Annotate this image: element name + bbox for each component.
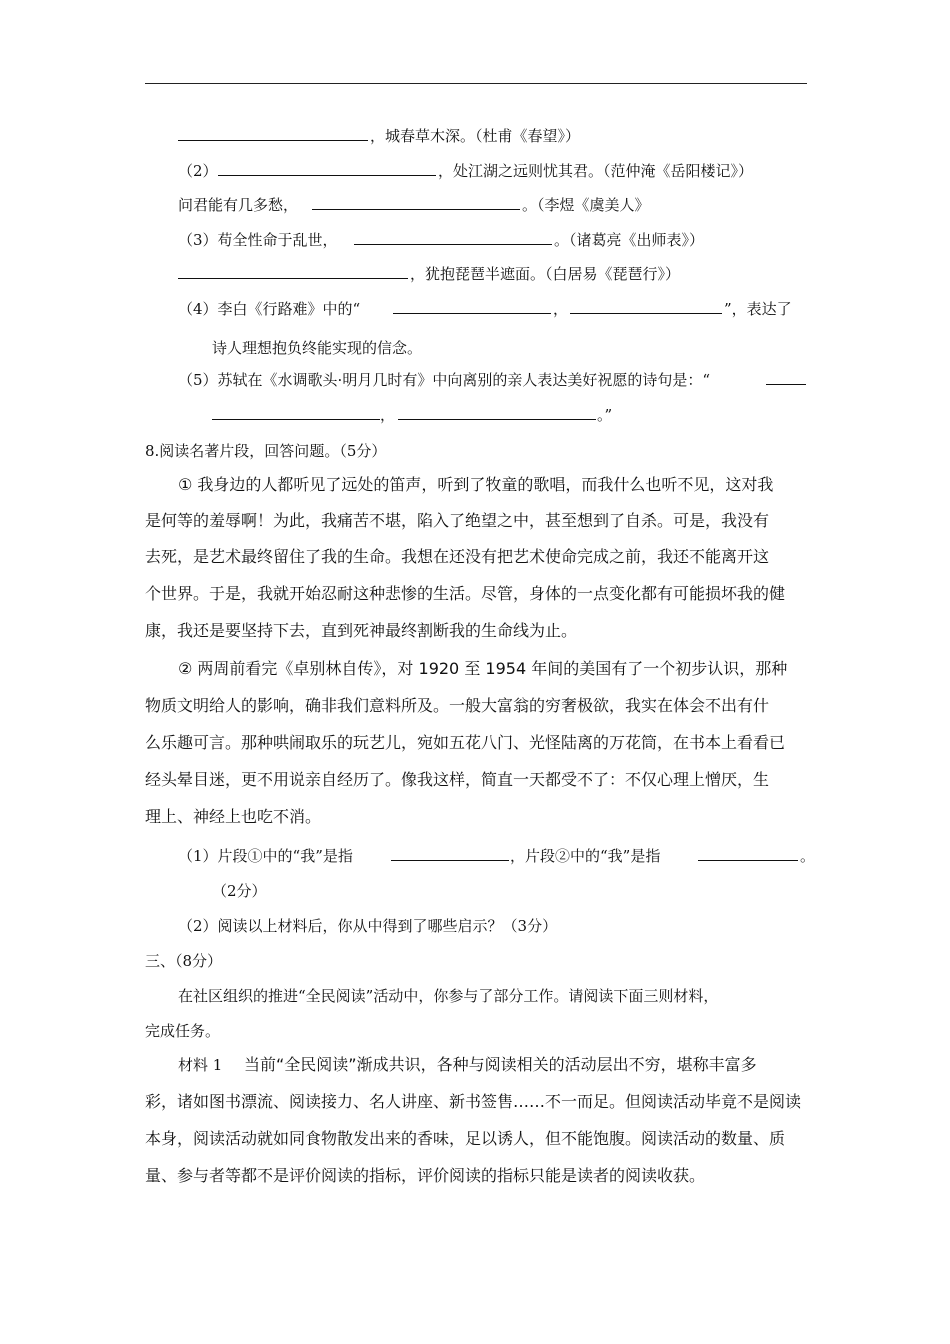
poem-text: ，犹抱琵琶半遮面。（白居易《琵琶行》） bbox=[410, 265, 681, 283]
answer-blank[interactable] bbox=[178, 264, 408, 279]
poem-text: （5）苏轼在《水调歌头·明月几时有》中向离别的亲人表达美好祝愿的诗句是：“ bbox=[178, 371, 710, 389]
question-text: （1）片段①中的“我”是指 bbox=[178, 847, 353, 865]
poem-text: 问君能有几多愁， bbox=[178, 196, 299, 214]
material-text: 当前“全民阅读”渐成共识，各种与阅读相关的活动层出不穷，堪称丰富多 bbox=[228, 1055, 757, 1074]
answer-blank[interactable] bbox=[312, 195, 520, 210]
answer-blank[interactable] bbox=[391, 846, 509, 861]
answer-blank[interactable] bbox=[393, 299, 551, 314]
excerpt-text: 物质文明给人的影响，确非我们意料所及。一般大富翁的穷奢极欲，我实在体会不出有什 bbox=[145, 696, 770, 715]
poem-text: ，城春草木深。（杜甫《春望》） bbox=[370, 127, 581, 145]
excerpt-text: 经头晕目迷，更不用说亲自经历了。像我这样，简直一天都受不了：不仅心理上憎厌，生 bbox=[145, 770, 770, 789]
excerpt-text: 理上、神经上也吃不消。 bbox=[145, 807, 322, 826]
poem-text: ， bbox=[553, 300, 569, 318]
material-label: 材料 1 bbox=[178, 1056, 223, 1074]
intro-text: 完成任务。 bbox=[145, 1022, 221, 1040]
answer-blank[interactable] bbox=[178, 126, 368, 141]
poem-text: ，处江湖之远则忧其君。（范仲淹《岳阳楼记》） bbox=[438, 162, 754, 180]
score-text: （2分） bbox=[212, 882, 267, 900]
answer-blank[interactable] bbox=[398, 405, 596, 420]
poem-text: 。” bbox=[597, 406, 613, 424]
poem-text: （4）李白《行路难》中的“ bbox=[178, 300, 361, 318]
excerpt-text: 是何等的羞辱啊！为此，我痛苦不堪，陷入了绝望之中，甚至想到了自杀。可是，我没有 bbox=[145, 511, 770, 530]
excerpt-text: ② 两周前看完《卓别林自传》，对 1920 至 1954 年间的美国有了一个初步认识，那种 bbox=[178, 659, 788, 678]
answer-blank[interactable] bbox=[698, 846, 798, 861]
answer-blank[interactable] bbox=[766, 370, 806, 385]
answer-blank[interactable] bbox=[354, 230, 552, 245]
section-title: 三、（8分） bbox=[145, 952, 223, 970]
poem-text: ”，表达了 bbox=[724, 300, 792, 318]
header-rule bbox=[145, 83, 807, 84]
question-text: 。 bbox=[800, 847, 816, 865]
question-text: （2）阅读以上材料后，你从中得到了哪些启示？（3分） bbox=[178, 917, 558, 935]
question-text: 8.阅读名著片段，回答问题。（5分） bbox=[145, 442, 387, 460]
excerpt-text: 去死，是艺术最终留住了我的生命。我想在还没有把艺术使命完成之前，我还不能离开这 bbox=[145, 547, 770, 566]
excerpt-text: 康，我还是要坚持下去，直到死神最终割断我的生命线为止。 bbox=[145, 621, 578, 640]
poem-text: （3）苟全性命于乱世， bbox=[178, 231, 338, 249]
poem-text: 诗人理想抱负终能实现的信念。 bbox=[212, 339, 423, 357]
poem-text: 。（诸葛亮《出师表》） bbox=[554, 231, 705, 249]
excerpt-text: 么乐趣可言。那种哄闹取乐的玩艺儿，宛如五花八门、光怪陆离的万花筒，在书本上看看已 bbox=[145, 733, 786, 752]
intro-text: 在社区组织的推进“全民阅读”活动中，你参与了部分工作。请阅读下面三则材料， bbox=[178, 987, 719, 1005]
poem-text: 。（李煜《虞美人》 bbox=[522, 196, 650, 214]
answer-blank[interactable] bbox=[218, 161, 436, 176]
question-text: ，片段②中的“我”是指 bbox=[510, 847, 661, 865]
item-number: （2） bbox=[178, 162, 218, 180]
answer-blank[interactable] bbox=[212, 405, 380, 420]
material-text: 彩，诸如图书漂流、阅读接力、名人讲座、新书签售……不一而足。但阅读活动毕竟不是阅读 bbox=[145, 1092, 802, 1111]
answer-blank[interactable] bbox=[570, 299, 722, 314]
poem-text: ， bbox=[380, 406, 396, 424]
material-text: 本身，阅读活动就如同食物散发出来的香味，足以诱人，但不能饱腹。阅读活动的数量、质 bbox=[145, 1129, 786, 1148]
material-text: 量、参与者等都不是评价阅读的指标，评价阅读的指标只能是读者的阅读收获。 bbox=[145, 1166, 706, 1185]
excerpt-text: ① 我身边的人都听见了远处的笛声，听到了牧童的歌唱，而我什么也听不见，这对我 bbox=[178, 475, 774, 494]
excerpt-text: 个世界。于是，我就开始忍耐这种悲惨的生活。尽管，身体的一点变化都有可能损坏我的健 bbox=[145, 584, 786, 603]
